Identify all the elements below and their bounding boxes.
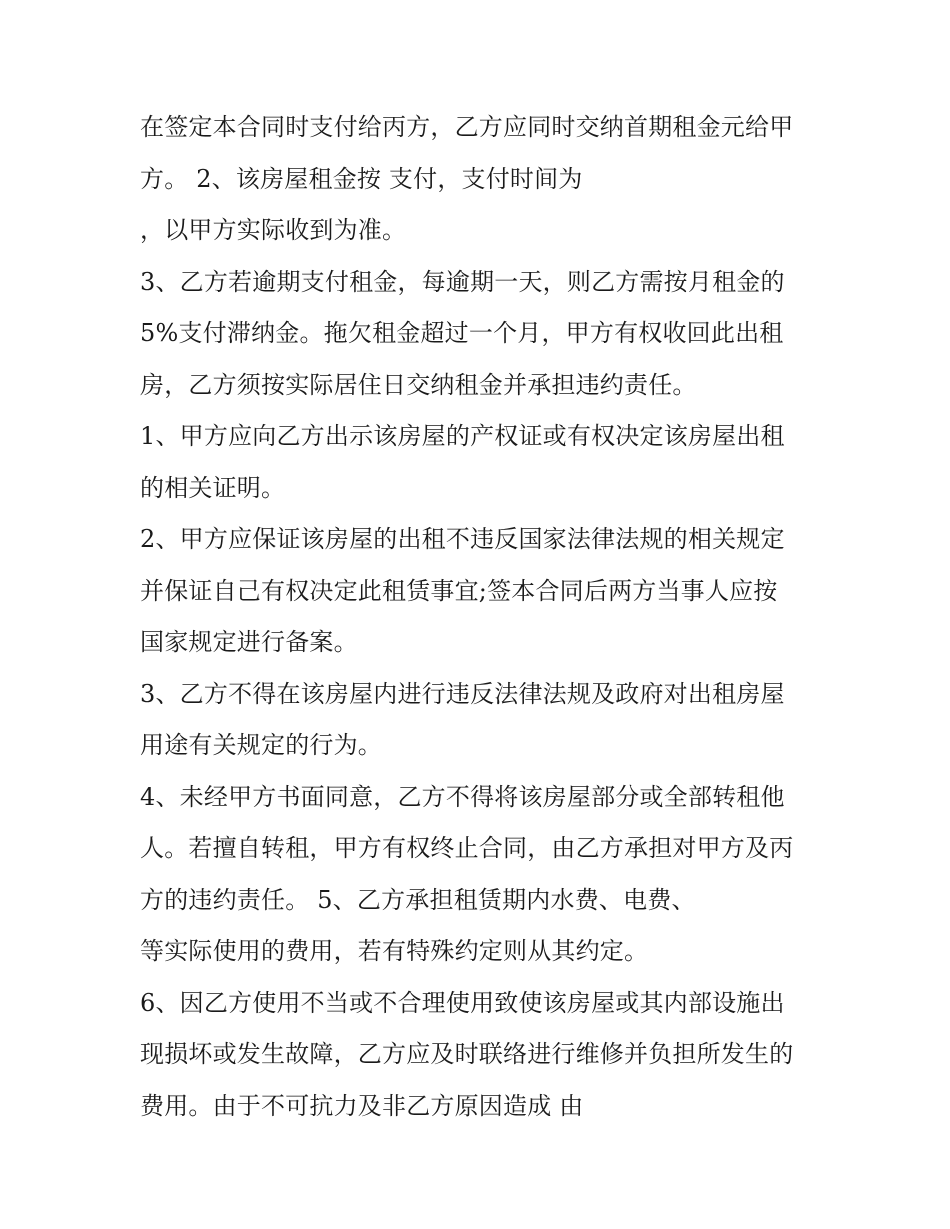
text-line-10: 并保证自己有权决定此租赁事宜;签本合同后两方当事人应按	[140, 576, 778, 605]
text-line-5: 5%支付滞纳金。拖欠租金超过一个月，甲方有权收回此出租	[140, 319, 784, 347]
text-line-8: 的相关证明。	[140, 473, 286, 502]
contract-text-body	[140, 102, 820, 1132]
text-line-12: 3、乙方不得在该房屋内进行违反法律法规及政府对出租房屋	[140, 679, 785, 708]
text-line-3: ，以甲方实际收到为准。	[140, 216, 407, 244]
text-line-18: 6、因乙方使用不当或不合理使用致使该房屋或其内部设施出	[140, 988, 785, 1017]
text-line-17: 等实际使用的费用，若有特殊约定则从其约定。	[140, 937, 649, 965]
text-line-16: 方的违约责任。 5、乙方承担租赁期内水费、电费、	[140, 885, 696, 914]
text-line-14: 4、未经甲方书面同意，乙方不得将该房屋部分或全部转租他	[140, 782, 785, 811]
text-line-20: 费用。由于不可抗力及非乙方原因造成 由	[140, 1091, 584, 1120]
text-line-6: 房，乙方须按实际居住日交纳租金并承担违约责任。	[140, 370, 697, 399]
text-line-2: 方。 2、该房屋租金按 支付，支付时间为	[140, 164, 583, 193]
text-line-19: 现损坏或发生故障，乙方应及时联络进行维修并负担所发生的	[140, 1040, 794, 1068]
text-line-1: 在签定本合同时支付给丙方，乙方应同时交纳首期租金元给甲	[140, 113, 794, 141]
text-line-4: 3、乙方若逾期支付租金，每逾期一天，则乙方需按月租金的	[140, 267, 785, 296]
text-line-13: 用途有关规定的行为。	[140, 731, 382, 759]
text-line-7: 1、甲方应向乙方出示该房屋的产权证或有权决定该房屋出租	[140, 422, 785, 450]
text-line-15: 人。若擅自转租，甲方有权终止合同，由乙方承担对甲方及丙	[140, 834, 794, 862]
text-line-11: 国家规定进行备案。	[140, 628, 358, 656]
text-line-9: 2、甲方应保证该房屋的出租不违反国家法律法规的相关规定	[140, 525, 785, 553]
